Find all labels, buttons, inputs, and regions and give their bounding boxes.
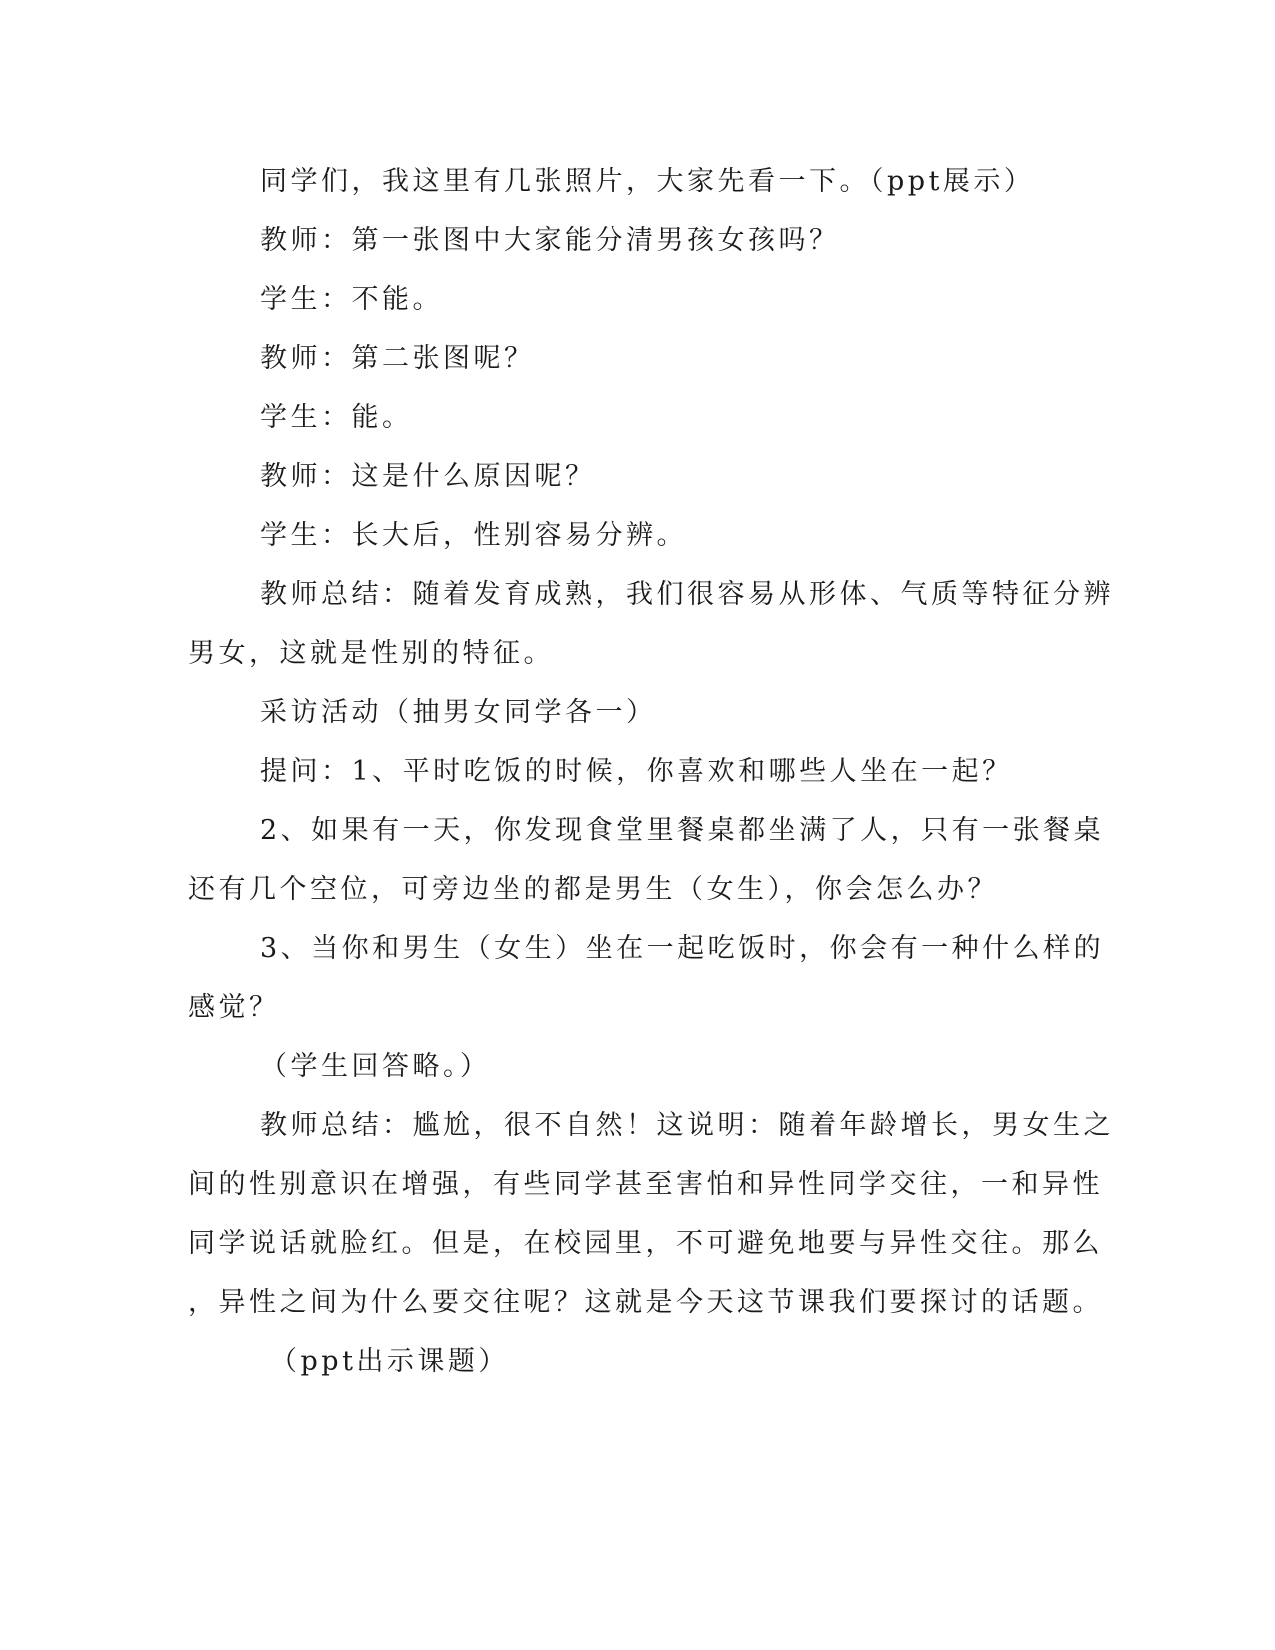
- text-line: 学生：长大后，性别容易分辨。: [260, 520, 687, 551]
- text-line: 3、当你和男生（女生）坐在一起吃饭时，你会有一种什么样的: [260, 933, 1105, 964]
- text-line: 教师：第二张图呢？: [260, 343, 535, 374]
- text-line: （学生回答略。）: [260, 1051, 491, 1082]
- text-line: ，异性之间为什么要交往呢？这就是今天这节课我们要探讨的话题。: [188, 1287, 1103, 1318]
- text-line: 男女，这就是性别的特征。: [188, 638, 554, 669]
- text-line: （ppt出示课题）: [270, 1346, 509, 1377]
- text-line: 教师：这是什么原因呢？: [260, 461, 596, 492]
- text-line: 间的性别意识在增强，有些同学甚至害怕和异性同学交往，一和异性: [188, 1169, 1103, 1200]
- text-line: 教师：第一张图中大家能分清男孩女孩吗？: [260, 225, 840, 256]
- text-line: 教师总结：尴尬，很不自然！这说明：随着年龄增长，男女生之: [260, 1110, 1114, 1141]
- text-line: 学生：能。: [260, 402, 413, 433]
- text-line: 学生：不能。: [260, 284, 443, 315]
- text-line: 采访活动（抽男女同学各一）: [260, 697, 657, 728]
- text-line: 2、如果有一天，你发现食堂里餐桌都坐满了人，只有一张餐桌: [260, 815, 1105, 846]
- text-line: 教师总结：随着发育成熟，我们很容易从形体、气质等特征分辨: [260, 579, 1114, 610]
- text-line: 感觉？: [188, 992, 280, 1023]
- text-line: 同学说话就脸红。但是，在校园里，不可避免地要与异性交往。那么: [188, 1228, 1103, 1259]
- text-line: 提问：1、平时吃饭的时候，你喜欢和哪些人坐在一起？: [260, 756, 1013, 787]
- text-line: 同学们，我这里有几张照片，大家先看一下。（ppt展示）: [260, 166, 1035, 197]
- text-line: 还有几个空位，可旁边坐的都是男生（女生），你会怎么办？: [188, 874, 998, 905]
